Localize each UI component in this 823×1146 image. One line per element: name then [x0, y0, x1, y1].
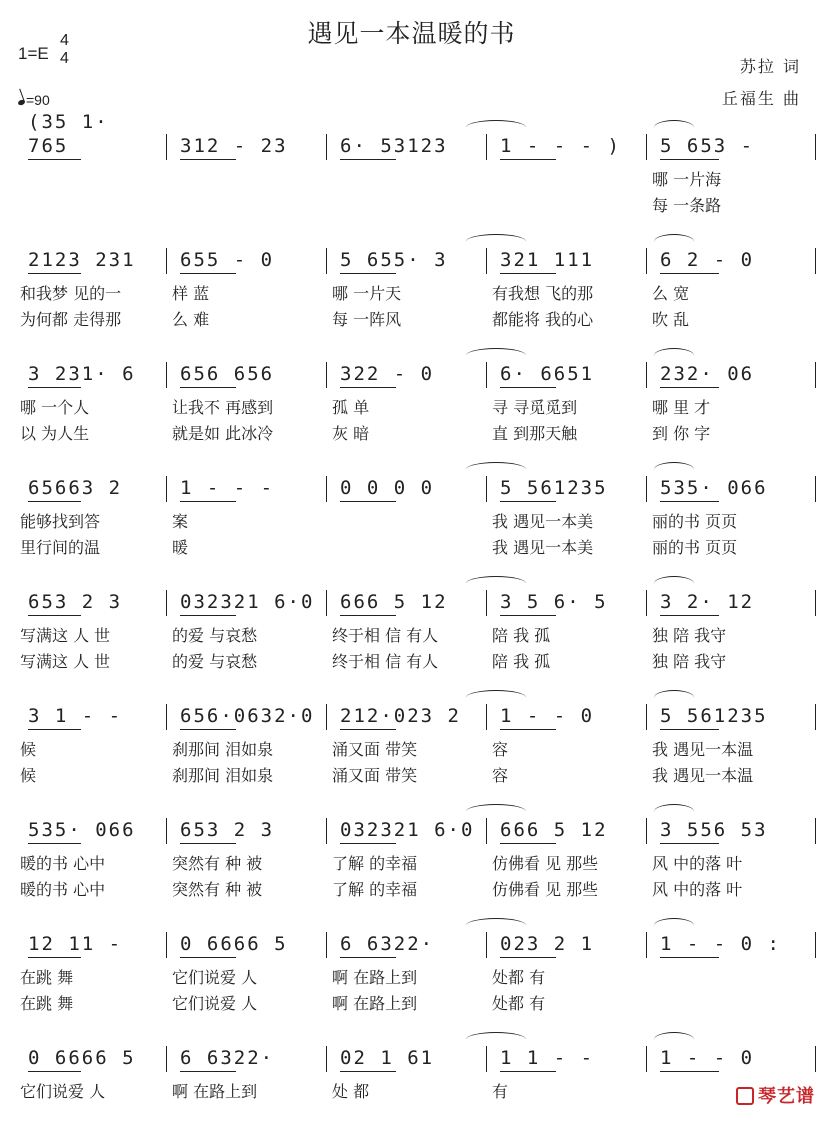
- lyrics-row-1: [14, 852, 814, 876]
- beam-underline: [340, 615, 396, 617]
- measure: 6· 53123: [326, 134, 486, 158]
- beam-underline: [180, 957, 236, 959]
- measure: 1 - - -: [166, 476, 326, 500]
- lyric-text: 涌又面 带笑: [332, 766, 418, 785]
- slur-mark: [654, 1032, 694, 1047]
- beam-underline: [340, 273, 396, 275]
- measure: 3 556 53: [646, 818, 814, 842]
- measure: 232· 06: [646, 362, 814, 386]
- lyric-text: 候: [20, 740, 37, 759]
- lyric-text: 仿佛看 见 那些: [492, 854, 599, 873]
- notation-row: [14, 476, 814, 500]
- time-signature: [60, 32, 69, 68]
- lyrics-row-2: [14, 308, 814, 332]
- measure: 666 5 12: [326, 590, 486, 614]
- beam-underline: [660, 843, 719, 845]
- beam-underline: [340, 843, 396, 845]
- lyric-text: 以 为人生: [20, 424, 90, 443]
- measure: 655 - 0: [166, 248, 326, 272]
- staff-system: [14, 1046, 814, 1146]
- slur-mark: [654, 804, 694, 819]
- beam-underline: [340, 1071, 396, 1073]
- beam-underline: [660, 957, 719, 959]
- lyric-text: 它们说爱 人: [20, 1082, 106, 1101]
- lyrics-row-1: [14, 396, 814, 420]
- lyric-text: 么 宽: [652, 284, 690, 303]
- lyric-text: 候: [20, 766, 37, 785]
- lyric-text: 突然有 种 被: [172, 880, 263, 899]
- slur-mark: [466, 348, 526, 363]
- staff-system: [14, 476, 814, 576]
- beam-underline: [500, 1071, 556, 1073]
- lyric-text: 我 遇见一本温: [652, 766, 754, 785]
- measure: 3 1 - -: [14, 704, 166, 728]
- lyric-text: 有: [492, 1082, 509, 1101]
- lyric-text: 就是如 此冰冷: [172, 424, 274, 443]
- lyric-text: 在跳 舞: [20, 968, 74, 987]
- slur-mark: [466, 576, 526, 591]
- lyric-text: 刹那间 泪如泉: [172, 766, 274, 785]
- beam-underline: [660, 159, 719, 161]
- lyrics-row-2: [14, 992, 814, 1016]
- measure: 5 655· 3: [326, 248, 486, 272]
- staff-system: [14, 590, 814, 690]
- staff-system: [14, 362, 814, 462]
- composer-credit: 丘福生 曲: [721, 89, 801, 108]
- measure: 5 653 -: [646, 134, 814, 158]
- slur-mark: [466, 120, 526, 135]
- beam-underline: [340, 387, 396, 389]
- measure: 666 5 12: [486, 818, 646, 842]
- tempo-value: =90: [26, 92, 50, 108]
- slur-mark: [654, 576, 694, 591]
- measure: 653 2 3: [166, 818, 326, 842]
- lyric-text: 么 难: [172, 310, 210, 329]
- measure: 02 1 61: [326, 1046, 486, 1070]
- measure: 12 11 -: [14, 932, 166, 956]
- beam-underline: [28, 387, 81, 389]
- measure: 032321 6·0: [326, 818, 486, 842]
- slur-mark: [654, 234, 694, 249]
- lyric-text: 终于相 信 有人: [332, 652, 439, 671]
- lyrics-row-2: [14, 422, 814, 446]
- beam-underline: [180, 159, 236, 161]
- lyrics-row-2: [14, 536, 814, 560]
- slur-mark: [654, 690, 694, 705]
- lyric-text: 刹那间 泪如泉: [172, 740, 274, 759]
- lyric-text: 我 遇见一本温: [652, 740, 754, 759]
- beam-underline: [660, 387, 719, 389]
- lyric-text: 写满这 人 世: [20, 652, 111, 671]
- beam-underline: [180, 273, 236, 275]
- slur-mark: [466, 804, 526, 819]
- lyric-text: 陪 我 孤: [492, 652, 551, 671]
- lyric-text: 每 一阵风: [332, 310, 402, 329]
- measure: 3 231· 6: [14, 362, 166, 386]
- lyric-text: 它们说爱 人: [172, 968, 258, 987]
- measure: 032321 6·0: [166, 590, 326, 614]
- beam-underline: [340, 501, 396, 503]
- notation-row: [14, 111, 814, 158]
- lyric-text: 丽的书 页页: [652, 512, 738, 531]
- beam-underline: [500, 957, 556, 959]
- beam-underline: [180, 843, 236, 845]
- lyric-text: 为何都 走得那: [20, 310, 122, 329]
- lyric-text: 写满这 人 世: [20, 626, 111, 645]
- beam-underline: [340, 159, 396, 161]
- lyric-text: 孤 单: [332, 398, 370, 417]
- notation-row: [14, 704, 814, 728]
- beam-underline: [500, 387, 556, 389]
- lyric-text: 它们说爱 人: [172, 994, 258, 1013]
- lyric-text: 啊 在路上到: [332, 994, 418, 1013]
- lyric-text: 在跳 舞: [20, 994, 74, 1013]
- lyric-text: 暖: [172, 538, 189, 557]
- slur-mark: [654, 462, 694, 477]
- beam-underline: [500, 273, 556, 275]
- beam-underline: [180, 501, 236, 503]
- lyricist-credit: 苏拉 词: [739, 57, 801, 76]
- beam-underline: [660, 615, 719, 617]
- slur-mark: [466, 1032, 526, 1047]
- logo-icon: [736, 1087, 754, 1105]
- lyrics-row-1: [14, 168, 814, 192]
- lyric-text: 的爱 与哀愁: [172, 652, 258, 671]
- beam-underline: [660, 273, 719, 275]
- beam-underline: [340, 729, 396, 731]
- lyric-text: 独 陪 我守: [652, 626, 727, 645]
- beam-underline: [500, 159, 556, 161]
- measure: 312 - 23: [166, 134, 326, 158]
- measure: 656 656: [166, 362, 326, 386]
- lyrics-row-1: [14, 966, 814, 990]
- slur-mark: [466, 690, 526, 705]
- staff-system: [14, 932, 814, 1032]
- measure: 1 1 - -: [486, 1046, 646, 1070]
- measure: 1 - - 0 :: [646, 932, 814, 956]
- lyric-text: 寻 寻觅觅到: [492, 398, 578, 417]
- lyric-text: 都能将 我的心: [492, 310, 594, 329]
- lyric-text: 我 遇见一本美: [492, 512, 594, 531]
- beam-underline: [28, 729, 81, 731]
- measure: 2123 231: [14, 248, 166, 272]
- notation-row: [14, 932, 814, 956]
- lyric-text: 处都 有: [492, 968, 546, 987]
- lyrics-row-2: [14, 764, 814, 788]
- lyric-text: 独 陪 我守: [652, 652, 727, 671]
- lyric-text: 容: [492, 740, 509, 759]
- lyrics-row-1: [14, 510, 814, 534]
- lyric-text: 风 中的落 叶: [652, 880, 743, 899]
- slur-mark: [466, 462, 526, 477]
- beam-underline: [180, 387, 236, 389]
- lyrics-row-2: [14, 194, 814, 218]
- lyric-text: 啊 在路上到: [172, 1082, 258, 1101]
- measure: 1 - - 0: [646, 1046, 814, 1070]
- measure: 5 561235: [646, 704, 814, 728]
- notation-row: [14, 590, 814, 614]
- lyric-text: 样 蓝: [172, 284, 210, 303]
- measure: 653 2 3: [14, 590, 166, 614]
- slur-mark: [466, 234, 526, 249]
- measure: 6 2 - 0: [646, 248, 814, 272]
- measure: 65663 2: [14, 476, 166, 500]
- measure: 535· 066: [14, 818, 166, 842]
- measure: 1 - - 0: [486, 704, 646, 728]
- beam-underline: [500, 843, 556, 845]
- lyric-text: 陪 我 孤: [492, 626, 551, 645]
- lyric-text: 每 一条路: [652, 196, 722, 215]
- lyric-text: 丽的书 页页: [652, 538, 738, 557]
- page-title: 遇见一本温暖的书: [307, 19, 516, 48]
- measure: 321 111: [486, 248, 646, 272]
- lyric-text: 我 遇见一本美: [492, 538, 594, 557]
- measure: 0 0 0 0: [326, 476, 486, 500]
- measure: 656·0632·0: [166, 704, 326, 728]
- beam-underline: [500, 729, 556, 731]
- lyrics-row-1: [14, 282, 814, 306]
- staff-system: [14, 248, 814, 348]
- beam-underline: [28, 501, 81, 503]
- lyric-text: 哪 一片海: [652, 170, 722, 189]
- staff-system: [14, 111, 814, 234]
- lyric-text: 暖的书 心中: [20, 880, 106, 899]
- lyric-text: 的爱 与哀愁: [172, 626, 258, 645]
- lyrics-row-1: [14, 624, 814, 648]
- lyric-text: 哪 一片天: [332, 284, 402, 303]
- key-signature: 1=E: [18, 44, 49, 63]
- measure: 322 - 0: [326, 362, 486, 386]
- lyric-text: 直 到那天触: [492, 424, 578, 443]
- beam-underline: [660, 1071, 719, 1073]
- lyric-text: 吹 乱: [652, 310, 690, 329]
- staff-system: [14, 704, 814, 804]
- beam-underline: [28, 159, 81, 161]
- slur-mark: [654, 348, 694, 363]
- measure: 0 6666 5: [166, 932, 326, 956]
- watermark: [736, 1082, 815, 1108]
- lyrics-row-2: [14, 650, 814, 674]
- time-signature-bottom: 4: [60, 50, 69, 67]
- lyric-text: 和我梦 见的一: [20, 284, 122, 303]
- measure: 3 2· 12: [646, 590, 814, 614]
- beam-underline: [180, 1071, 236, 1073]
- measure: 3 5 6· 5: [486, 590, 646, 614]
- beam-underline: [340, 957, 396, 959]
- lyrics-row-2: [14, 1106, 814, 1130]
- measure: 212·023 2: [326, 704, 486, 728]
- notation-row: [14, 818, 814, 842]
- beam-underline: [28, 273, 81, 275]
- measure: 5 561235: [486, 476, 646, 500]
- beam-underline: [28, 615, 81, 617]
- beam-underline: [500, 501, 556, 503]
- measure: 535· 066: [646, 476, 814, 500]
- beam-underline: [660, 729, 719, 731]
- slur-mark: [654, 120, 694, 135]
- notation-row: [14, 1046, 814, 1070]
- beam-underline: [500, 615, 556, 617]
- lyric-text: 案: [172, 512, 189, 531]
- beam-underline: [180, 729, 236, 731]
- lyric-text: 能够找到答: [20, 512, 101, 531]
- notation-row: [14, 248, 814, 272]
- measure: 6 6322·: [166, 1046, 326, 1070]
- lyrics-row-1: [14, 738, 814, 762]
- lyric-text: 风 中的落 叶: [652, 854, 743, 873]
- lyric-text: 仿佛看 见 那些: [492, 880, 599, 899]
- lyrics-row-2: [14, 878, 814, 902]
- quarter-note-icon: [17, 99, 25, 106]
- lyric-text: 暖的书 心中: [20, 854, 106, 873]
- beam-underline: [180, 615, 236, 617]
- lyric-text: 灰 暗: [332, 424, 370, 443]
- beam-underline: [28, 957, 81, 959]
- lyric-text: 啊 在路上到: [332, 968, 418, 987]
- lyric-text: 让我不 再感到: [172, 398, 274, 417]
- slur-mark: [466, 918, 526, 933]
- measure: 6· 6651: [486, 362, 646, 386]
- lyric-text: 哪 里 才: [652, 398, 711, 417]
- beam-underline: [28, 1071, 81, 1073]
- lyric-text: 了解 的幸福: [332, 854, 418, 873]
- watermark-text: 琴艺谱: [758, 1086, 815, 1107]
- measure: 0 6666 5: [14, 1046, 166, 1070]
- lyric-text: 了解 的幸福: [332, 880, 418, 899]
- lyric-text: 处都 有: [492, 994, 546, 1013]
- lyric-text: 有我想 飞的那: [492, 284, 594, 303]
- lyric-text: 终于相 信 有人: [332, 626, 439, 645]
- lyric-text: 容: [492, 766, 509, 785]
- lyric-text: 突然有 种 被: [172, 854, 263, 873]
- measure: 6 6322·: [326, 932, 486, 956]
- measure: 023 2 1: [486, 932, 646, 956]
- beam-underline: [660, 501, 719, 503]
- tempo-marking: [18, 92, 50, 108]
- beam-underline: [28, 843, 81, 845]
- slur-mark: [654, 918, 694, 933]
- lyrics-row-1: [14, 1080, 814, 1104]
- measure: 1 - - - ): [486, 134, 646, 158]
- measure: (35 1· 765: [14, 134, 166, 158]
- lyric-text: 涌又面 带笑: [332, 740, 418, 759]
- staff-system: [14, 818, 814, 918]
- lyric-text: 哪 一个人: [20, 398, 90, 417]
- lyric-text: 到 你 字: [652, 424, 711, 443]
- time-signature-top: 4: [60, 32, 69, 49]
- notation-row: [14, 362, 814, 386]
- lyric-text: 处 都: [332, 1082, 370, 1101]
- lyric-text: 里行间的温: [20, 538, 101, 557]
